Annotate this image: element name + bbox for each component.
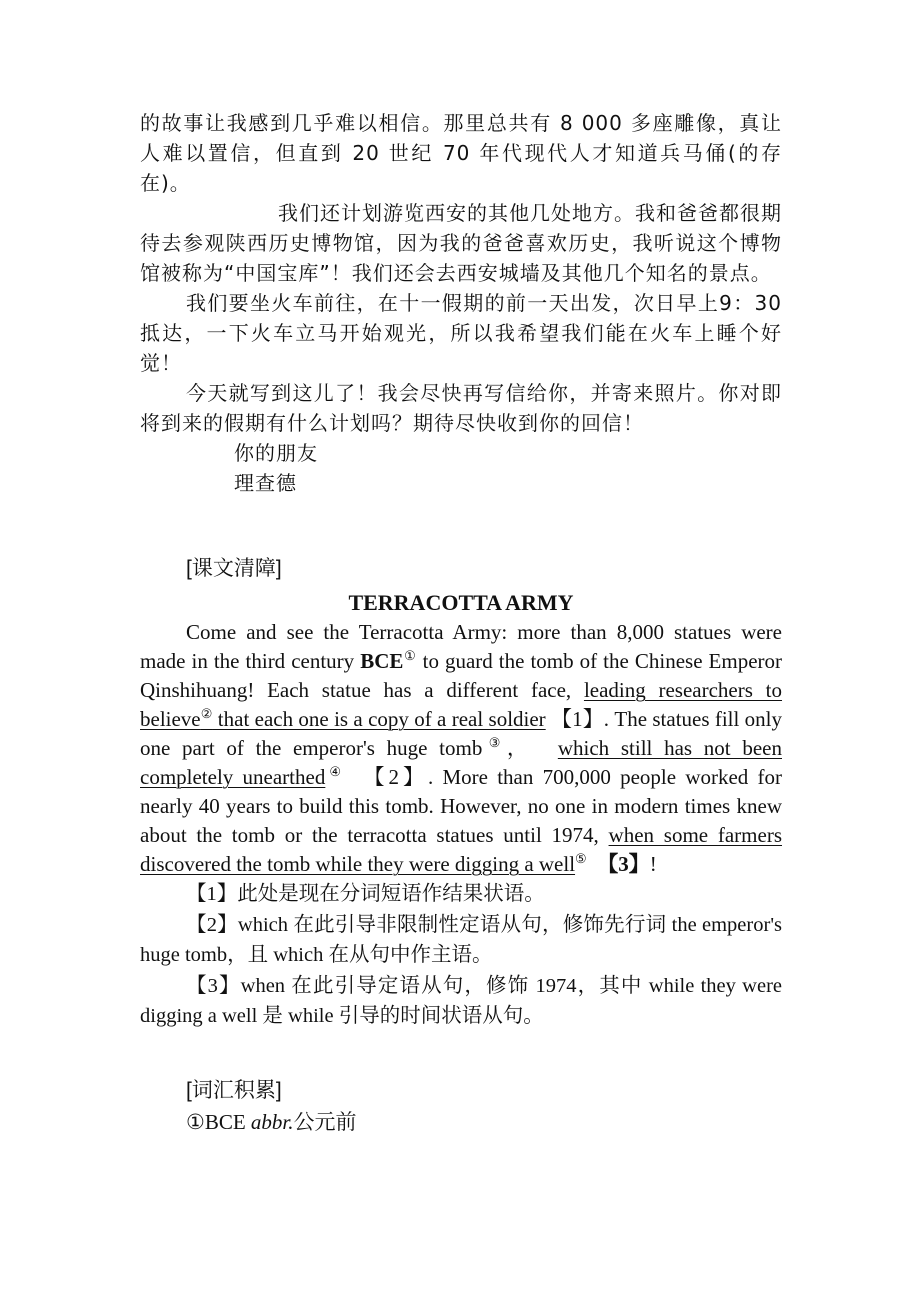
letter-paragraph-2: 我们还计划游览西安的其他几处地方。我和爸爸都很期待去参观陕西历史博物馆，因为我的爸爸喜欢历史，我听说这个博物馆被称为“中国宝库”！我们还会去西安城墙及其他几个知名的景点。 [140, 201, 782, 285]
grammar-note-1: 【1】此处是现在分词短语作结果状语。 [186, 883, 545, 905]
footnote-marker-2: ② [200, 706, 213, 721]
vocab-pos: abbr. [250, 1109, 294, 1134]
section-heading-vocabulary: [词汇积累] [186, 1078, 282, 1102]
document-page [140, 108, 782, 1138]
letter-paragraph-3: 我们要坐火车前往，在十一假期的前一天出发，次日早上9：30 抵达，一下火车立马开始观光，所以我希望我们能在火车上睡个好觉！ [140, 291, 782, 375]
underlined-phrase-2: which still has not been completely unearthed [140, 736, 782, 789]
vocab-item-1 [140, 1106, 782, 1138]
footnote-marker-1: ① [403, 648, 417, 663]
bracket-note-3: 【3】 [597, 852, 650, 876]
underlined-phrase-3: when some farmers discovered the tomb while they were digging a well [140, 823, 782, 876]
passage-text: Come and see the Terracotta Army: more than 8,000 statues were made in the third century [140, 620, 782, 673]
section-heading-text-notes: [课文清障] [186, 557, 282, 580]
passage-title: TERRACOTTA ARMY [348, 590, 574, 615]
footnote-marker-3: ③ [482, 735, 507, 750]
passage-text: to guard the tomb of the Chinese Emperor Qinshihuang! Each statue has a different face, [140, 649, 782, 702]
vocab-meaning: 公元前 [293, 1109, 357, 1134]
letter-paragraph-4: 今天就写到这儿了！我会尽快再写信给你，并寄来照片。你对即将到来的假期有什么计划吗？期待尽快收到你的回信！ [140, 381, 782, 435]
underlined-phrase-1: leading researchers to believe② that each one is a copy of a real soldier [140, 678, 783, 731]
passage-text: ， [506, 736, 535, 760]
letter-paragraph-1: 的故事让我感到几乎难以相信。那里总共有 8 000 多座雕像，真让人难以置信，但直到 20 世纪 70 年代现代人才知道兵马俑(的存在)。 [140, 111, 782, 195]
footnote-marker-4: ④ [325, 764, 345, 779]
bracket-note-2: 【2】 [363, 765, 428, 789]
passage-text: . More than 700,000 people worked for nearly 40 years to build this tomb. However, no one in modern times knew about the tomb or the terracotta statues until 1974, [140, 765, 783, 847]
bracket-note-1: 【1】 [551, 707, 604, 731]
passage-paragraph [140, 618, 782, 879]
footnote-marker-5: ⑤ [575, 851, 587, 866]
letter-signature: 理查德 [234, 471, 297, 495]
passage-text: ! [649, 852, 657, 876]
vocab-term: ①BCE [186, 1109, 251, 1134]
grammar-note-3: 【3】when 在此引导定语从句，修饰 1974，其中 while they were digging a well 是 while 引导的时间状语从句。 [140, 974, 782, 1027]
grammar-note-2: 【2】which 在此引导非限制性定语从句，修饰先行词 the emperor's huge tomb，且 which 在从句中作主语。 [140, 913, 782, 966]
letter-closing: 你的朋友 [234, 441, 318, 465]
term-bce: BCE [360, 649, 404, 673]
passage-text: . The statues fill only one part of the emperor's huge tomb [140, 707, 783, 760]
